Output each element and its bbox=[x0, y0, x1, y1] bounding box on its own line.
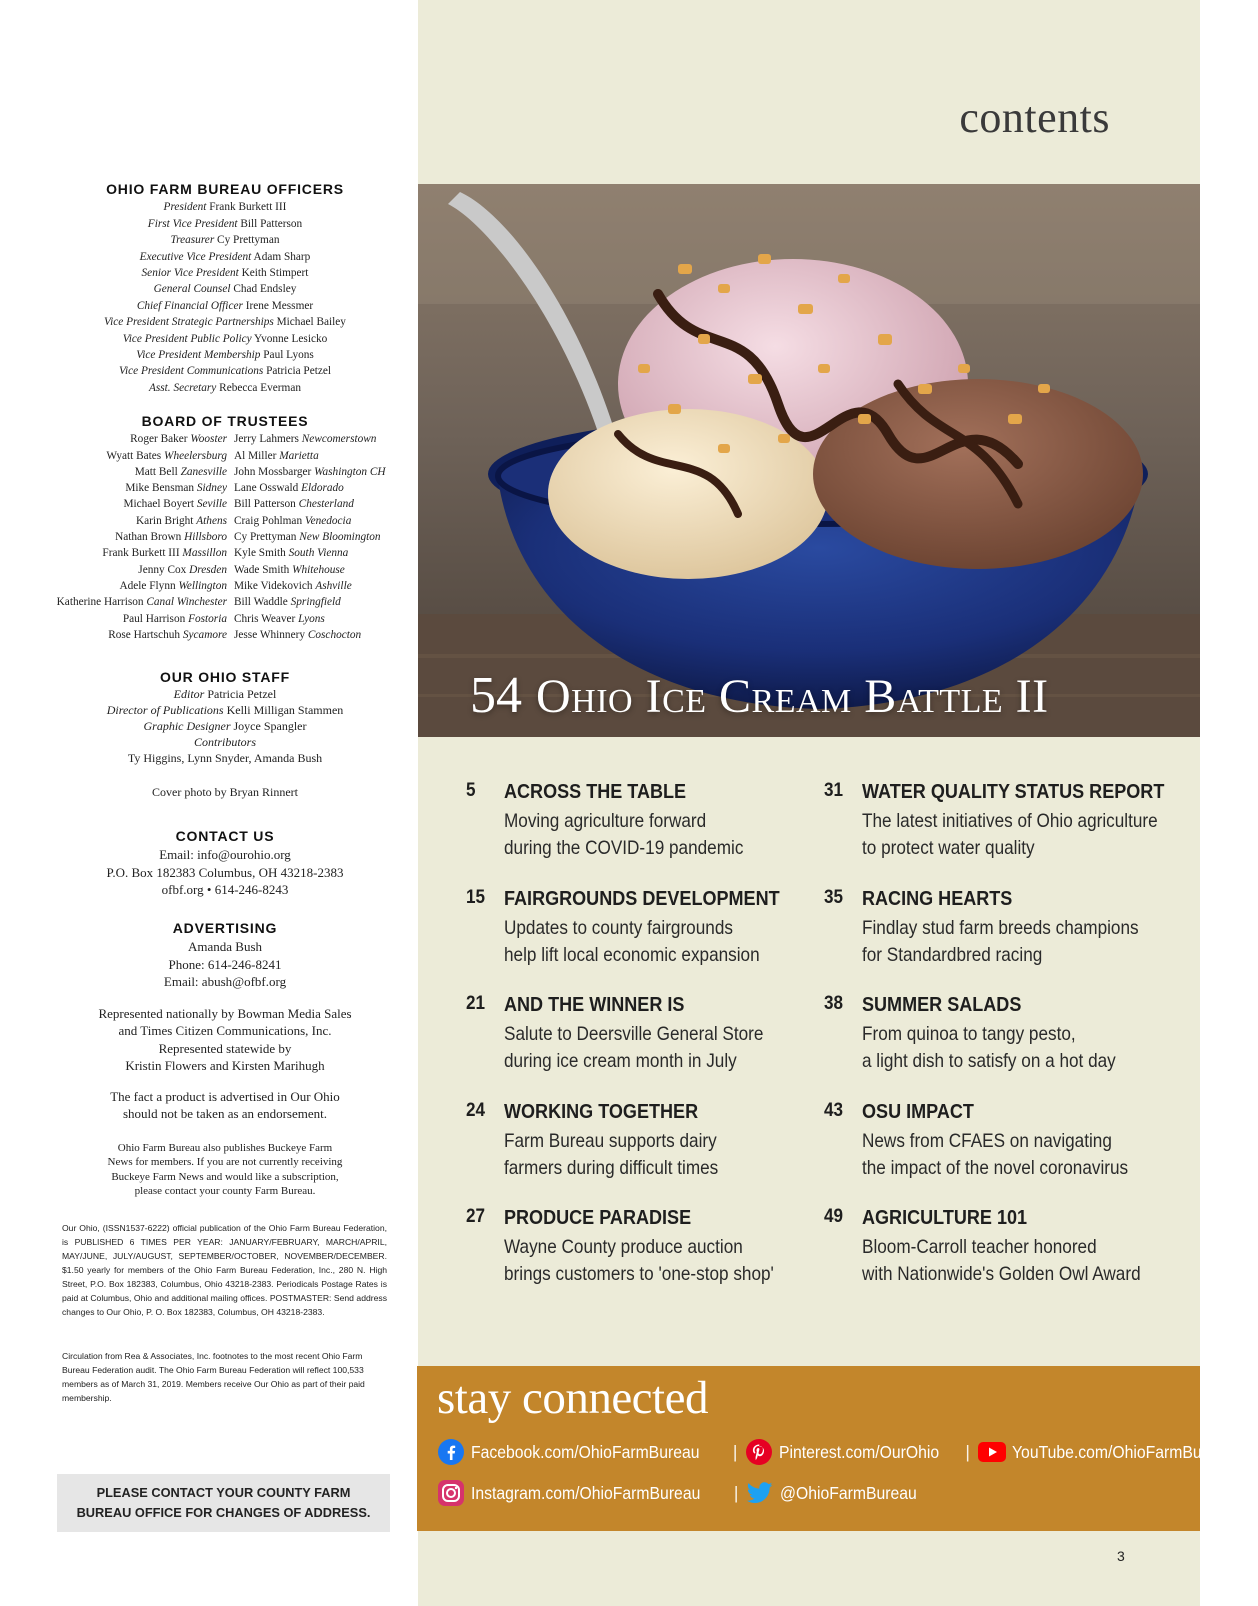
toc-entry-page: 43 bbox=[824, 1099, 844, 1121]
trustee-name: Matt Bell bbox=[134, 465, 178, 478]
trustee-name: Jerry Lahmers bbox=[234, 433, 299, 446]
officer-role: President bbox=[163, 201, 207, 214]
toc-entry-desc-line: farmers during difficult times bbox=[504, 1156, 719, 1179]
twitter-icon bbox=[746, 1479, 774, 1507]
trustee-left bbox=[20, 594, 234, 610]
toc-entry-description bbox=[862, 1234, 1179, 1288]
stay-connected-bar bbox=[417, 1366, 1234, 1531]
trustee-name: Rose Hartschuh bbox=[108, 628, 181, 641]
officer-name: Yvonne Lesicko bbox=[254, 332, 328, 345]
trustee-town: Venedocia bbox=[304, 514, 352, 527]
trustees-heading: BOARD OF TRUSTEES bbox=[141, 413, 309, 429]
trustee-town: Hillsboro bbox=[184, 531, 227, 544]
address-change-notice: PLEASE CONTACT YOUR COUNTY FARM BUREAU OFFICE FOR CHANGES OF ADDRESS. bbox=[57, 1474, 390, 1532]
ice-cream-bowl-image bbox=[418, 184, 1200, 737]
trustee-name: Wade Smith bbox=[234, 563, 290, 576]
officer-name: Rebecca Everman bbox=[219, 381, 302, 394]
trustee-name: Frank Burkett III bbox=[102, 547, 180, 560]
contents-column bbox=[418, 0, 1234, 1606]
trustee-left bbox=[20, 480, 234, 496]
cover-story-page: 54 bbox=[470, 667, 522, 724]
trustee-row bbox=[20, 545, 420, 561]
pinterest-link[interactable]: Pinterest.com/OurOhio bbox=[745, 1438, 957, 1466]
toc-entry[interactable] bbox=[466, 887, 806, 972]
toc-entry-desc-line: Updates to county fairgrounds bbox=[504, 916, 733, 939]
toc-entry-description bbox=[862, 1128, 1179, 1182]
toc-entry-desc-line: a light dish to satisfy on a hot day bbox=[862, 1050, 1116, 1072]
trustee-town: Wooster bbox=[190, 433, 227, 446]
represented-text: Represented nationally by Bowman Media Sales and Times Citizen Communications, Inc. Represented statewide by Kristin Flowers and Kirsten Marihugh bbox=[98, 1006, 352, 1073]
trustees-section bbox=[20, 413, 420, 643]
officer-line bbox=[40, 314, 410, 330]
trustee-name: Kyle Smith bbox=[234, 547, 286, 560]
officer-name: Paul Lyons bbox=[263, 349, 314, 362]
trustee-left bbox=[20, 448, 234, 464]
cover-story-caption[interactable] bbox=[470, 666, 1049, 725]
instagram-icon bbox=[437, 1479, 465, 1507]
officer-line bbox=[40, 216, 410, 232]
trustee-name: Michael Boyert bbox=[123, 498, 195, 511]
trustee-name: Craig Pohlman bbox=[234, 514, 303, 527]
trustee-row bbox=[20, 448, 420, 464]
trustee-left bbox=[20, 627, 234, 643]
trustee-row bbox=[20, 496, 420, 512]
officer-name: Adam Sharp bbox=[253, 250, 311, 263]
publication-legal-text: Our Ohio, (ISSN1537-6222) official publication of the Ohio Farm Bureau Federation, is PUBLISHED 6 TIMES PER YEAR: JANUARY/FEBRUARY, MARCH/APRIL, MAY/JUNE, JULY/AUGUST, SEPTEMBER/OCTOBER, NOVEMBER/DECEMBER. $1.50 yearly for members of the Ohio Farm Bureau Federation, Inc., 280 N. High Street, P.O. Box 182383, Columbus, Ohio 43218-2383. Periodicals Postage Rates is paid at Columbus, Ohio and additional mailing offices. POSTMASTER: Send address changes to Our Ohio, P. O. Box 182383, Columbus, OH 43218-2383. bbox=[62, 1223, 387, 1317]
toc-entry-description bbox=[504, 1128, 821, 1182]
trustee-town: Wellington bbox=[178, 579, 227, 592]
trustee-right bbox=[234, 578, 420, 594]
toc-entry-page: 15 bbox=[466, 886, 486, 908]
toc-entry-desc-line: Findlay stud farm breeds champions bbox=[862, 916, 1139, 939]
cover-credit: Cover photo by Bryan Rinnert bbox=[152, 785, 298, 799]
trustee-name: Katherine Harrison bbox=[56, 596, 144, 609]
trustee-right bbox=[234, 513, 420, 529]
officer-name: Cy Prettyman bbox=[217, 234, 280, 247]
toc-entry-desc-line: Farm Bureau supports dairy bbox=[504, 1129, 717, 1152]
toc-entry-desc-line: during the COVID-19 pandemic bbox=[504, 837, 744, 859]
toc-entry-description bbox=[862, 1021, 1179, 1075]
toc-entry-title: SUMMER SALADS bbox=[862, 993, 1022, 1016]
advertising-email[interactable]: Email: abush@ofbf.org bbox=[163, 973, 287, 989]
trustee-town: Marietta bbox=[279, 449, 319, 462]
youtube-icon bbox=[978, 1438, 1006, 1466]
toc-entry-page: 24 bbox=[466, 1099, 486, 1121]
officer-name: Irene Messmer bbox=[245, 299, 314, 312]
trustee-name: Chris Weaver bbox=[234, 612, 296, 625]
trustee-town: Massillon bbox=[182, 547, 227, 560]
trustee-name: Roger Baker bbox=[130, 433, 188, 446]
trustee-right bbox=[234, 627, 420, 643]
toc-entry-title: WORKING TOGETHER bbox=[504, 1099, 699, 1123]
trustee-name: Adele Flynn bbox=[119, 579, 176, 592]
toc-entry-page: 31 bbox=[824, 780, 844, 801]
trustee-left bbox=[20, 611, 234, 627]
cover-story-title: Ohio Ice Cream Battle II bbox=[536, 670, 1049, 723]
trustee-row bbox=[20, 627, 420, 643]
circulation-text: Circulation from Rea & Associates, Inc. footnotes to the most recent Ohio Farm Bureau Federation audit. The Ohio Farm Bureau Federation will reflect 100,533 members as of March 31, 2019. Members receive Our Ohio as part of their paid membership. bbox=[62, 1351, 365, 1403]
toc-entry[interactable] bbox=[466, 993, 806, 1078]
trustee-town: Dresden bbox=[189, 563, 227, 576]
trustee-town: Whitehouse bbox=[292, 563, 345, 576]
officer-name: Michael Bailey bbox=[276, 316, 346, 329]
officer-role: Executive Vice President bbox=[139, 250, 252, 263]
trustee-town: Zanesville bbox=[180, 465, 227, 478]
officer-line bbox=[40, 265, 410, 281]
cover-story-photo[interactable] bbox=[418, 184, 1200, 737]
trustee-name: Bill Waddle bbox=[234, 596, 288, 609]
officer-line bbox=[40, 232, 410, 248]
advertising-phone: Phone: 614-246-8241 bbox=[168, 956, 282, 972]
trustee-town: Washington CH bbox=[314, 465, 386, 478]
toc-entry-desc-line: Salute to Deersville General Store bbox=[504, 1023, 764, 1045]
trustee-town: Coschocton bbox=[307, 628, 362, 641]
officer-line bbox=[40, 281, 410, 297]
page-number: 3 bbox=[1117, 1548, 1125, 1564]
masthead-column bbox=[0, 0, 418, 1606]
toc-entry[interactable] bbox=[466, 1206, 806, 1291]
trustee-town: Seville bbox=[196, 498, 227, 511]
trustee-right bbox=[234, 529, 420, 545]
officer-role: Asst. Secretary bbox=[148, 381, 217, 394]
trustees-list bbox=[20, 431, 420, 643]
trustee-left bbox=[20, 464, 234, 480]
staff-contributors: Ty Higgins, Lynn Snyder, Amanda Bush bbox=[127, 751, 323, 765]
trustee-row bbox=[20, 562, 420, 578]
trustee-right bbox=[234, 496, 420, 512]
toc-entry-description bbox=[862, 808, 1179, 862]
advertising-heading: ADVERTISING bbox=[172, 920, 278, 936]
toc-entry[interactable] bbox=[824, 993, 1164, 1078]
trustee-name: Al Miller bbox=[234, 449, 277, 462]
contact-web-phone[interactable]: ofbf.org • 614-246-8243 bbox=[161, 881, 289, 897]
trustee-right bbox=[234, 431, 420, 447]
staff-editor: Editor Patricia Petzel bbox=[173, 687, 277, 701]
toc-entry-desc-line: brings customers to 'one-stop shop' bbox=[504, 1263, 774, 1285]
social-row-1: Facebook.com/OhioFarmBureau | Pinterest.com/OurOhio | YouTube.com/OhioFarmBureau bbox=[437, 1438, 1258, 1466]
trustee-left bbox=[20, 496, 234, 512]
toc-entry-desc-line: the impact of the novel coronavirus bbox=[862, 1156, 1129, 1179]
trustee-right bbox=[234, 611, 420, 627]
officer-role: Vice President Public Policy bbox=[122, 332, 252, 345]
trustee-left bbox=[20, 545, 234, 561]
officer-role: First Vice President bbox=[147, 217, 238, 230]
officers-list bbox=[40, 199, 410, 396]
toc-entry-desc-line: with Nationwide's Golden Owl Award bbox=[862, 1263, 1141, 1285]
officer-role: Chief Financial Officer bbox=[136, 299, 243, 312]
toc-entry-title: WATER QUALITY STATUS REPORT bbox=[862, 780, 1165, 803]
officer-role: Treasurer bbox=[170, 234, 215, 247]
contact-email[interactable]: Email: info@ourohio.org bbox=[159, 847, 291, 863]
toc-entry-page: 27 bbox=[466, 1206, 486, 1227]
toc-entry[interactable] bbox=[466, 780, 806, 865]
toc-entry[interactable] bbox=[824, 887, 1164, 972]
officer-name: Bill Patterson bbox=[240, 217, 303, 230]
toc-entry-title: FAIRGROUNDS DEVELOPMENT bbox=[504, 886, 780, 910]
contact-heading: CONTACT US bbox=[175, 828, 275, 844]
toc-entry-desc-line: Moving agriculture forward bbox=[504, 810, 707, 832]
trustee-left bbox=[20, 562, 234, 578]
toc-entry-desc-line: help lift local economic expansion bbox=[504, 943, 760, 966]
trustee-town: Newcomerstown bbox=[301, 433, 377, 446]
trustee-row bbox=[20, 464, 420, 480]
trustee-left bbox=[20, 513, 234, 529]
officer-line bbox=[40, 199, 410, 215]
toc-entry-page: 35 bbox=[824, 886, 844, 908]
officer-name: Chad Endsley bbox=[233, 283, 297, 296]
officer-role: General Counsel bbox=[153, 283, 231, 296]
officers-section bbox=[40, 181, 410, 396]
staff-designer: Graphic Designer Joyce Spangler bbox=[143, 719, 307, 733]
toc-entry-page: 38 bbox=[824, 993, 844, 1014]
trustee-left bbox=[20, 431, 234, 447]
officer-line bbox=[40, 347, 410, 363]
toc-entry-title: OSU IMPACT bbox=[862, 1099, 974, 1123]
toc-entry-description bbox=[504, 915, 821, 969]
trustee-row bbox=[20, 480, 420, 496]
staff-director: Director of Publications Kelli Milligan Stammen bbox=[106, 703, 344, 717]
toc-entry-title: RACING HEARTS bbox=[862, 886, 1013, 910]
trustee-name: Cy Prettyman bbox=[234, 531, 297, 544]
toc-entry-page: 5 bbox=[466, 780, 476, 801]
trustee-row bbox=[20, 594, 420, 610]
toc-entry[interactable] bbox=[824, 780, 1164, 865]
toc-entry-desc-line: Wayne County produce auction bbox=[504, 1236, 743, 1258]
toc-entry-desc-line: to protect water quality bbox=[862, 837, 1035, 859]
toc-entry[interactable] bbox=[466, 1100, 806, 1185]
staff-contributors-label: Contributors bbox=[193, 735, 256, 749]
toc-entry-desc-line: during ice cream month in July bbox=[504, 1050, 737, 1072]
officer-line bbox=[40, 380, 410, 396]
officer-role: Vice President Communications bbox=[118, 365, 264, 378]
toc-entry[interactable] bbox=[824, 1100, 1164, 1185]
trustee-town: New Bloomington bbox=[299, 531, 381, 544]
officer-name: Patricia Petzel bbox=[266, 365, 332, 378]
officers-heading: OHIO FARM BUREAU OFFICERS bbox=[106, 181, 344, 197]
facebook-link[interactable]: Facebook.com/OhioFarmBureau bbox=[437, 1438, 725, 1466]
trustee-name: John Mossbarger bbox=[234, 465, 312, 478]
toc-entry-title: AND THE WINNER IS bbox=[504, 993, 685, 1016]
trustee-right bbox=[234, 464, 420, 480]
trustee-town: Chesterland bbox=[298, 498, 354, 511]
trustee-left bbox=[20, 529, 234, 545]
trustee-right bbox=[234, 545, 420, 561]
toc-entry[interactable] bbox=[824, 1206, 1164, 1291]
staff-heading: OUR OHIO STAFF bbox=[160, 669, 290, 685]
toc-entry-desc-line: for Standardbred racing bbox=[862, 943, 1043, 966]
toc-entry-desc-line: From quinoa to tangy pesto, bbox=[862, 1023, 1076, 1045]
contact-address: P.O. Box 182383 Columbus, OH 43218-2383 bbox=[106, 864, 344, 880]
trustee-name: Mike Bensman bbox=[125, 482, 195, 495]
trustee-name: Karin Bright bbox=[136, 514, 194, 527]
trustee-row bbox=[20, 431, 420, 447]
trustee-name: Paul Harrison bbox=[122, 612, 186, 625]
officer-role: Senior Vice President bbox=[141, 267, 239, 280]
trustee-town: Ashville bbox=[315, 579, 352, 592]
trustee-left bbox=[20, 578, 234, 594]
toc-entry-title: AGRICULTURE 101 bbox=[862, 1206, 1028, 1229]
trustee-row bbox=[20, 578, 420, 594]
trustee-name: Jenny Cox bbox=[138, 563, 187, 576]
officer-line bbox=[40, 331, 410, 347]
instagram-link[interactable]: Instagram.com/OhioFarmBureau bbox=[437, 1479, 726, 1507]
trustee-name: Mike Videkovich bbox=[234, 579, 313, 592]
trustee-row bbox=[20, 611, 420, 627]
toc-entry-desc-line: News from CFAES on navigating bbox=[862, 1129, 1112, 1152]
buckeye-farm-news-note: Ohio Farm Bureau also publishes Buckeye Farm News for members. If you are not currently receiving Buckeye Farm News and would like a subscription, please contact your county Farm Bureau. bbox=[107, 1142, 343, 1197]
officer-role: Vice President Strategic Partnerships bbox=[104, 316, 274, 329]
toc-entry-description bbox=[504, 1021, 821, 1075]
trustee-town: Lyons bbox=[298, 612, 325, 625]
trustee-name: Bill Patterson bbox=[234, 498, 296, 511]
trustee-name: Lane Osswald bbox=[234, 482, 299, 495]
trustee-town: Sidney bbox=[196, 482, 227, 495]
trustee-town: Canal Winchester bbox=[146, 596, 227, 609]
toc-entry-desc-line: Bloom-Carroll teacher honored bbox=[862, 1236, 1097, 1258]
trustee-town: South Vienna bbox=[288, 547, 349, 560]
advertising-section bbox=[40, 920, 410, 990]
endorsement-disclaimer: The fact a product is advertised in Our Ohio should not be taken as an endorsement. bbox=[110, 1089, 340, 1121]
trustee-town: Springfield bbox=[290, 596, 341, 609]
trustee-right bbox=[234, 562, 420, 578]
trustee-town: Athens bbox=[196, 514, 227, 527]
officer-name: Keith Stimpert bbox=[241, 267, 309, 280]
trustee-town: Fostoria bbox=[188, 612, 227, 625]
trustee-right bbox=[234, 480, 420, 496]
youtube-link[interactable]: YouTube.com/OhioFarmBureau bbox=[978, 1438, 1258, 1466]
trustee-town: Eldorado bbox=[301, 482, 344, 495]
facebook-icon bbox=[437, 1438, 465, 1466]
officer-line bbox=[40, 249, 410, 265]
trustee-row bbox=[20, 529, 420, 545]
trustee-name: Jesse Whinnery bbox=[234, 628, 306, 641]
toc-entry-description bbox=[862, 915, 1179, 969]
toc-entry-page: 21 bbox=[466, 993, 486, 1014]
officer-line bbox=[40, 363, 410, 379]
toc-entry-description bbox=[504, 808, 821, 862]
contents-title: contents bbox=[959, 93, 1110, 142]
toc-entry-title: ACROSS THE TABLE bbox=[504, 780, 687, 803]
toc-entry-title: PRODUCE PARADISE bbox=[504, 1206, 692, 1229]
officer-role: Vice President Membership bbox=[136, 349, 261, 362]
trustee-town: Sycamore bbox=[182, 628, 227, 641]
officer-name: Frank Burkett III bbox=[209, 201, 287, 214]
trustee-right bbox=[234, 448, 420, 464]
officer-line bbox=[40, 298, 410, 314]
trustee-town: Wheelersburg bbox=[164, 449, 227, 462]
contact-section bbox=[40, 828, 410, 898]
trustee-right bbox=[234, 594, 420, 610]
advertising-name: Amanda Bush bbox=[187, 939, 263, 955]
trustee-name: Nathan Brown bbox=[115, 531, 182, 544]
stay-connected-title: stay connected bbox=[437, 1372, 708, 1424]
toc-entry-desc-line: The latest initiatives of Ohio agriculture bbox=[862, 810, 1158, 832]
pinterest-icon bbox=[745, 1438, 773, 1466]
toc-entry-page: 49 bbox=[824, 1206, 844, 1227]
toc-entry-description bbox=[504, 1234, 821, 1288]
trustee-name: Wyatt Bates bbox=[106, 449, 162, 462]
twitter-link[interactable]: @OhioFarmBureau bbox=[746, 1479, 932, 1507]
trustee-row bbox=[20, 513, 420, 529]
staff-section bbox=[40, 669, 410, 766]
social-row-2: Instagram.com/OhioFarmBureau | @OhioFarmBureau bbox=[437, 1479, 932, 1507]
